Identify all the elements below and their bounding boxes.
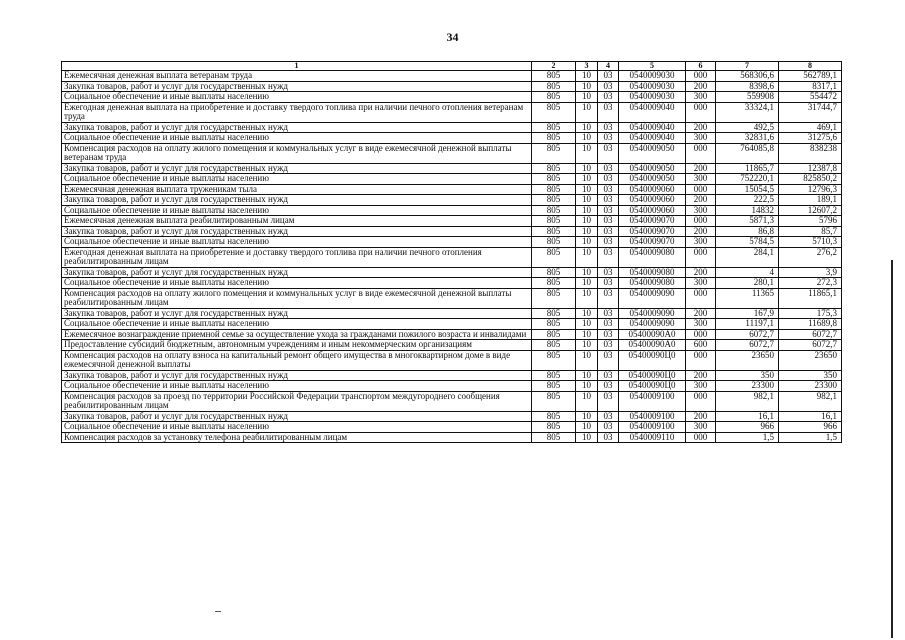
amount-col-7: 6072,7 [716,329,779,340]
target-article-code: 0540009090 [619,308,686,319]
table-row [62,288,842,308]
target-article-code: 0540009040 [619,122,686,133]
row-name: Социальное обеспечение и иные выплаты населению [62,278,532,289]
subsection-code: 03 [598,319,619,330]
expense-type-code: 300 [686,278,716,289]
expense-type-code: 300 [686,237,716,248]
target-article-code: 0540009030 [619,81,686,92]
expense-type-code: 200 [686,81,716,92]
column-header: 5 [619,62,686,71]
row-name: Закупка товаров, работ и услуг для государственных нужд [62,308,532,319]
amount-col-7: 8398,6 [716,81,779,92]
table-row [62,247,842,267]
amount-col-7: 752220,1 [716,174,779,185]
subsection-code: 03 [598,205,619,216]
expense-type-code: 000 [686,247,716,267]
amount-col-8: 562789,1 [779,71,842,82]
expense-type-code: 000 [686,432,716,443]
amount-col-8: 5796 [779,216,842,227]
expense-type-code: 200 [686,195,716,206]
row-name: Закупка товаров, работ и услуг для государственных нужд [62,163,532,174]
column-header: 6 [686,62,716,71]
row-name: Закупка товаров, работ и услуг для государственных нужд [62,370,532,381]
amount-col-7: 1,5 [716,432,779,443]
expense-type-code: 000 [686,184,716,195]
header-row [62,62,842,71]
table-row [62,102,842,122]
ministry-code: 805 [532,122,576,133]
section-code: 10 [576,71,598,82]
amount-col-8: 469,1 [779,122,842,133]
amount-col-8: 554472 [779,92,842,103]
subsection-code: 03 [598,143,619,163]
subsection-code: 03 [598,102,619,122]
row-name: Ежемесячное вознаграждение приемной семье за осуществление ухода за гражданами пожилого возраста и инвалидами [62,329,532,340]
target-article-code: 05400090Ц0 [619,381,686,392]
expense-type-code: 000 [686,288,716,308]
table-row [62,226,842,237]
amount-col-7: 23650 [716,350,779,370]
section-code: 10 [576,184,598,195]
target-article-code: 05400090Ц0 [619,350,686,370]
expense-type-code: 300 [686,381,716,392]
target-article-code: 0540009060 [619,184,686,195]
amount-col-8: 8317,1 [779,81,842,92]
expense-type-code: 300 [686,174,716,185]
amount-col-8: 16,1 [779,411,842,422]
table-row [62,340,842,351]
expense-type-code: 200 [686,122,716,133]
amount-col-7: 764085,8 [716,143,779,163]
table-row [62,381,842,392]
table-row [62,195,842,206]
section-code: 10 [576,422,598,433]
ministry-code: 805 [532,133,576,144]
amount-col-8: 11865,1 [779,288,842,308]
row-name: Ежегодная денежная выплата на приобретение и доставку твердого топлива при наличии печного отопления ветеранам труда [62,102,532,122]
amount-col-7: 32831,6 [716,133,779,144]
ministry-code: 805 [532,391,576,411]
expense-type-code: 000 [686,216,716,227]
target-article-code: 0540009100 [619,391,686,411]
column-header: 7 [716,62,779,71]
subsection-code: 03 [598,278,619,289]
ministry-code: 805 [532,247,576,267]
row-name: Закупка товаров, работ и услуг для государственных нужд [62,267,532,278]
page-number: 34 [446,30,459,44]
table-row [62,143,842,163]
row-name: Закупка товаров, работ и услуг для государственных нужд [62,81,532,92]
subsection-code: 03 [598,422,619,433]
target-article-code: 0540009050 [619,174,686,185]
expense-type-code: 000 [686,71,716,82]
expense-type-code: 000 [686,391,716,411]
amount-col-7: 15054,5 [716,184,779,195]
target-article-code: 0540009100 [619,422,686,433]
ministry-code: 805 [532,184,576,195]
amount-col-7: 167,9 [716,308,779,319]
table-row [62,319,842,330]
amount-col-7: 11197,1 [716,319,779,330]
amount-col-7: 559908 [716,92,779,103]
row-name: Компенсация расходов на оплату жилого помещения и коммунальных услуг в виде ежемесячной денежной выплаты ветеранам труда [62,143,532,163]
expense-type-code: 200 [686,267,716,278]
amount-col-8: 838238 [779,143,842,163]
ministry-code: 805 [532,411,576,422]
amount-col-7: 33324,1 [716,102,779,122]
table-row [62,71,842,82]
section-code: 10 [576,267,598,278]
amount-col-7: 568306,6 [716,71,779,82]
subsection-code: 03 [598,391,619,411]
amount-col-7: 966 [716,422,779,433]
row-name: Предоставление субсидий бюджетным, автономным учреждениям и иным некоммерческим организациям [62,340,532,351]
subsection-code: 03 [598,432,619,443]
row-name: Социальное обеспечение и иные выплаты населению [62,422,532,433]
target-article-code: 0540009030 [619,71,686,82]
row-name: Ежемесячная денежная выплата ветеранам труда [62,71,532,82]
amount-col-8: 23300 [779,381,842,392]
subsection-code: 03 [598,92,619,103]
amount-col-8: 11689,8 [779,319,842,330]
row-name: Ежегодная денежная выплата на приобретение и доставку твердого топлива при наличии печного отопления реабилитированным лицам [62,247,532,267]
section-code: 10 [576,237,598,248]
target-article-code: 05400090A0 [619,340,686,351]
scan-mark [215,611,221,612]
section-code: 10 [576,195,598,206]
section-code: 10 [576,278,598,289]
table-row [62,432,842,443]
subsection-code: 03 [598,81,619,92]
ministry-code: 805 [532,381,576,392]
amount-col-8: 1,5 [779,432,842,443]
amount-col-8: 189,1 [779,195,842,206]
subsection-code: 03 [598,163,619,174]
expense-type-code: 300 [686,422,716,433]
amount-col-8: 825850,2 [779,174,842,185]
subsection-code: 03 [598,340,619,351]
amount-col-8: 272,3 [779,278,842,289]
subsection-code: 03 [598,288,619,308]
ministry-code: 805 [532,205,576,216]
subsection-code: 03 [598,184,619,195]
table-row [62,92,842,103]
amount-col-7: 16,1 [716,411,779,422]
subsection-code: 03 [598,133,619,144]
section-code: 10 [576,174,598,185]
row-name: Закупка товаров, работ и услуг для государственных нужд [62,195,532,206]
table-row [62,267,842,278]
table-row [62,308,842,319]
target-article-code: 0540009080 [619,247,686,267]
table-row [62,237,842,248]
row-name: Социальное обеспечение и иные выплаты населению [62,92,532,103]
ministry-code: 805 [532,81,576,92]
ministry-code: 805 [532,195,576,206]
table-row [62,174,842,185]
row-name: Компенсация расходов на оплату жилого помещения и коммунальных услуг в виде ежемесячной денежной выплаты реабилитированным лицам [62,288,532,308]
target-article-code: 0540009050 [619,143,686,163]
ministry-code: 805 [532,308,576,319]
amount-col-8: 12607,2 [779,205,842,216]
section-code: 10 [576,143,598,163]
amount-col-8: 31275,6 [779,133,842,144]
expense-type-code: 300 [686,205,716,216]
subsection-code: 03 [598,247,619,267]
subsection-code: 03 [598,71,619,82]
row-name: Компенсация расходов на оплату взноса на капитальный ремонт общего имущества в многоквартирном доме в виде ежемесячной денежной выплаты [62,350,532,370]
ministry-code: 805 [532,226,576,237]
amount-col-7: 284,1 [716,247,779,267]
expense-type-code: 200 [686,411,716,422]
expense-type-code: 000 [686,102,716,122]
subsection-code: 03 [598,350,619,370]
table-row [62,391,842,411]
section-code: 10 [576,122,598,133]
subsection-code: 03 [598,216,619,227]
section-code: 10 [576,216,598,227]
amount-col-7: 11365 [716,288,779,308]
target-article-code: 0540009110 [619,432,686,443]
expense-type-code: 200 [686,308,716,319]
section-code: 10 [576,319,598,330]
target-article-code: 0540009050 [619,163,686,174]
amount-col-7: 982,1 [716,391,779,411]
target-article-code: 0540009100 [619,411,686,422]
row-name: Ежемесячная денежная выплата труженикам тыла [62,184,532,195]
target-article-code: 0540009070 [619,216,686,227]
row-name: Социальное обеспечение и иные выплаты населению [62,205,532,216]
table-row [62,411,842,422]
table-row [62,329,842,340]
subsection-code: 03 [598,122,619,133]
table-row [62,422,842,433]
column-header: 3 [576,62,598,71]
target-article-code: 0540009090 [619,319,686,330]
row-name: Закупка товаров, работ и услуг для государственных нужд [62,411,532,422]
expense-type-code: 600 [686,340,716,351]
table-row [62,184,842,195]
ministry-code: 805 [532,350,576,370]
subsection-code: 03 [598,411,619,422]
subsection-code: 03 [598,195,619,206]
subsection-code: 03 [598,174,619,185]
table-row [62,122,842,133]
column-header: 2 [532,62,576,71]
row-name: Социальное обеспечение и иные выплаты населению [62,237,532,248]
amount-col-8: 12387,8 [779,163,842,174]
amount-col-8: 12796,3 [779,184,842,195]
target-article-code: 05400090Ц0 [619,370,686,381]
margin-rule [891,260,893,638]
target-article-code: 0540009060 [619,205,686,216]
row-name: Компенсация расходов за проезд по территории Российской Федерации транспортом междугороднего сообщения реабилитированным лицам [62,391,532,411]
table-row [62,133,842,144]
ministry-code: 805 [532,216,576,227]
expense-type-code: 200 [686,226,716,237]
row-name: Закупка товаров, работ и услуг для государственных нужд [62,226,532,237]
table-row [62,278,842,289]
amount-col-8: 276,2 [779,247,842,267]
amount-col-7: 222,5 [716,195,779,206]
amount-col-8: 3,9 [779,267,842,278]
section-code: 10 [576,226,598,237]
amount-col-8: 31744,7 [779,102,842,122]
row-name: Закупка товаров, работ и услуг для государственных нужд [62,122,532,133]
section-code: 10 [576,411,598,422]
section-code: 10 [576,329,598,340]
amount-col-7: 280,1 [716,278,779,289]
section-code: 10 [576,381,598,392]
target-article-code: 0540009080 [619,267,686,278]
ministry-code: 805 [532,288,576,308]
ministry-code: 805 [532,422,576,433]
subsection-code: 03 [598,329,619,340]
row-name: Социальное обеспечение и иные выплаты населению [62,319,532,330]
target-article-code: 05400090A0 [619,329,686,340]
ministry-code: 805 [532,163,576,174]
ministry-code: 805 [532,329,576,340]
section-code: 10 [576,340,598,351]
section-code: 10 [576,391,598,411]
row-name: Социальное обеспечение и иные выплаты населению [62,133,532,144]
ministry-code: 805 [532,237,576,248]
amount-col-7: 11865,7 [716,163,779,174]
section-code: 10 [576,102,598,122]
expense-type-code: 200 [686,163,716,174]
expense-type-code: 300 [686,133,716,144]
amount-col-7: 350 [716,370,779,381]
expense-type-code: 300 [686,92,716,103]
amount-col-7: 14832 [716,205,779,216]
ministry-code: 805 [532,267,576,278]
subsection-code: 03 [598,381,619,392]
table-row [62,205,842,216]
section-code: 10 [576,81,598,92]
expense-type-code: 000 [686,329,716,340]
column-header: 8 [779,62,842,71]
row-name: Социальное обеспечение и иные выплаты населению [62,174,532,185]
target-article-code: 0540009070 [619,237,686,248]
table-row [62,163,842,174]
ministry-code: 805 [532,340,576,351]
subsection-code: 03 [598,267,619,278]
amount-col-7: 4 [716,267,779,278]
table-row [62,370,842,381]
target-article-code: 0540009040 [619,133,686,144]
ministry-code: 805 [532,278,576,289]
target-article-code: 0540009070 [619,226,686,237]
table-body [62,71,842,443]
ministry-code: 805 [532,370,576,381]
row-name: Компенсация расходов за установку телефона реабилитированным лицам [62,432,532,443]
target-article-code: 0540009090 [619,288,686,308]
table-row [62,216,842,227]
target-article-code: 0540009040 [619,102,686,122]
section-code: 10 [576,308,598,319]
section-code: 10 [576,205,598,216]
amount-col-8: 23650 [779,350,842,370]
subsection-code: 03 [598,308,619,319]
table-row [62,81,842,92]
ministry-code: 805 [532,174,576,185]
section-code: 10 [576,350,598,370]
expense-type-code: 200 [686,370,716,381]
section-code: 10 [576,133,598,144]
section-code: 10 [576,92,598,103]
amount-col-7: 492,5 [716,122,779,133]
amount-col-8: 966 [779,422,842,433]
ministry-code: 805 [532,432,576,443]
ministry-code: 805 [532,92,576,103]
row-name: Социальное обеспечение и иные выплаты населению [62,381,532,392]
budget-table [61,61,842,443]
amount-col-8: 5710,3 [779,237,842,248]
amount-col-8: 6072,7 [779,329,842,340]
amount-col-8: 85,7 [779,226,842,237]
target-article-code: 0540009080 [619,278,686,289]
amount-col-7: 5871,3 [716,216,779,227]
amount-col-8: 350 [779,370,842,381]
row-name: Ежемесячная денежная выплата реабилитированным лицам [62,216,532,227]
amount-col-7: 23300 [716,381,779,392]
ministry-code: 805 [532,71,576,82]
amount-col-7: 86,8 [716,226,779,237]
column-header: 4 [598,62,619,71]
ministry-code: 805 [532,319,576,330]
section-code: 10 [576,247,598,267]
amount-col-8: 175,3 [779,308,842,319]
table-row [62,350,842,370]
amount-col-8: 982,1 [779,391,842,411]
expense-type-code: 000 [686,350,716,370]
ministry-code: 805 [532,102,576,122]
subsection-code: 03 [598,370,619,381]
ministry-code: 805 [532,143,576,163]
target-article-code: 0540009030 [619,92,686,103]
section-code: 10 [576,370,598,381]
section-code: 10 [576,288,598,308]
section-code: 10 [576,432,598,443]
section-code: 10 [576,163,598,174]
expense-type-code: 000 [686,143,716,163]
subsection-code: 03 [598,237,619,248]
target-article-code: 0540009060 [619,195,686,206]
amount-col-8: 6072,7 [779,340,842,351]
column-header: 1 [62,62,532,71]
amount-col-7: 5784,5 [716,237,779,248]
expense-type-code: 300 [686,319,716,330]
subsection-code: 03 [598,226,619,237]
amount-col-7: 6072,7 [716,340,779,351]
